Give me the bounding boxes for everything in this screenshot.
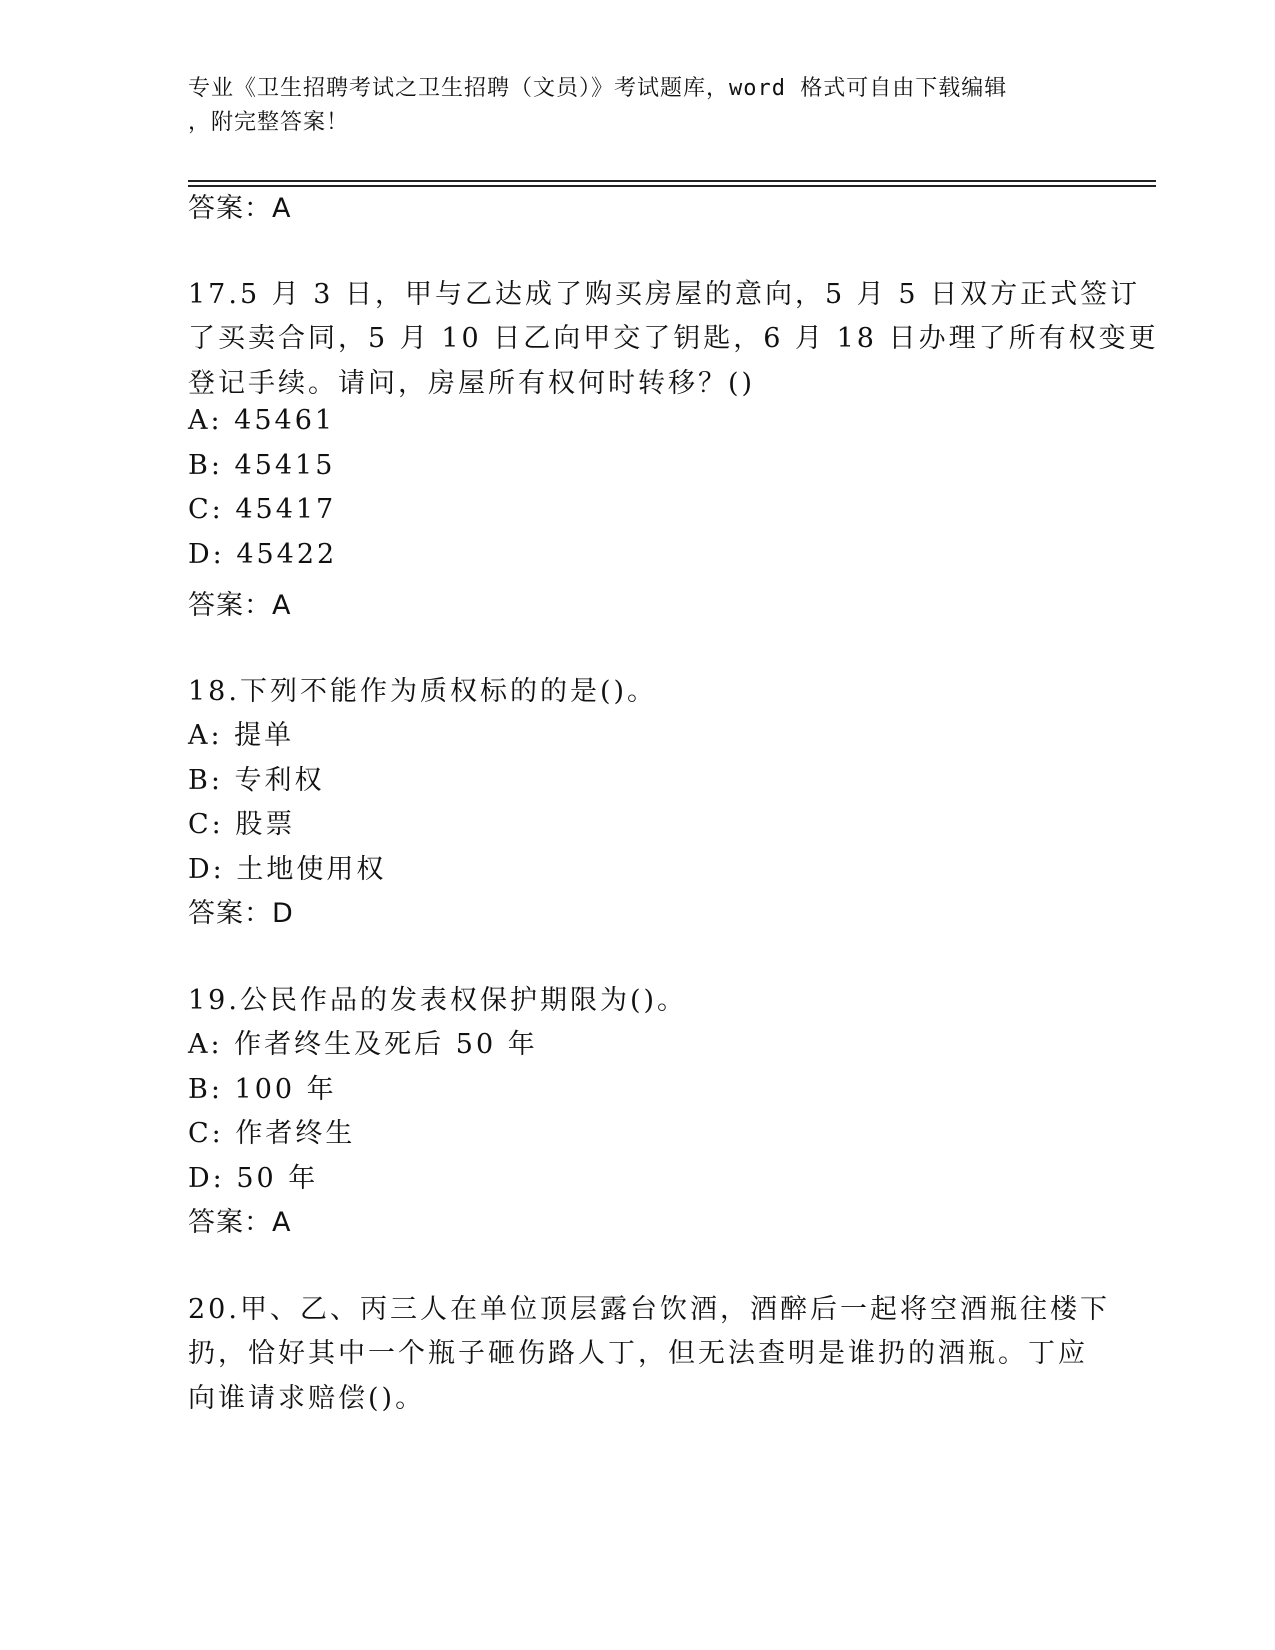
q19-option-b: B: 100 年	[188, 1074, 337, 1105]
q18-answer: 答案：D	[188, 898, 294, 929]
q18-option-a: A: 提单	[188, 720, 295, 751]
q18-option-c: C: 股票	[188, 809, 296, 840]
q17-line-2: 了买卖合同，5 月 10 日乙向甲交了钥匙，6 月 18 日办理了所有权变更	[188, 323, 1159, 354]
q17-option-a: A: 45461	[188, 405, 336, 436]
q20-line-3: 向谁请求赔偿()。	[188, 1383, 426, 1414]
header-divider-top	[188, 180, 1156, 182]
q18-option-b: B: 专利权	[188, 765, 325, 796]
q17-option-d: D: 45422	[188, 539, 338, 570]
answer-prev: 答案：A	[188, 193, 292, 224]
q19-line-1: 19.公民作品的发表权保护期限为()。	[188, 985, 688, 1016]
q19-option-c: C: 作者终生	[188, 1118, 356, 1149]
header-line-2: ，附完整答案！	[188, 110, 350, 135]
header-divider-bottom	[188, 185, 1156, 187]
q17-line-3: 登记手续。请问，房屋所有权何时转移？()	[188, 368, 756, 399]
q17-line-1: 17.5 月 3 日，甲与乙达成了购买房屋的意向，5 月 5 日双方正式签订	[188, 279, 1141, 310]
q20-line-1: 20.甲、乙、丙三人在单位顶层露台饮酒，酒醉后一起将空酒瓶往楼下	[188, 1294, 1110, 1325]
q18-option-d: D: 土地使用权	[188, 854, 387, 885]
q19-option-a: A: 作者终生及死后 50 年	[188, 1029, 538, 1060]
q20-line-2: 扔，恰好其中一个瓶子砸伤路人丁，但无法查明是谁扔的酒瓶。丁应	[188, 1338, 1088, 1369]
document-header	[188, 72, 1068, 140]
q17-option-c: C: 45417	[188, 494, 337, 525]
q17-option-b: B: 45415	[188, 450, 336, 481]
q19-option-d: D: 50 年	[188, 1163, 319, 1194]
q17-answer: 答案：A	[188, 590, 292, 621]
q19-answer: 答案：A	[188, 1207, 292, 1238]
q18-line-1: 18.下列不能作为质权标的的是()。	[188, 676, 658, 707]
header-line-1: 专业《卫生招聘考试之卫生招聘（文员）》考试题库，word 格式可自由下载编辑	[188, 76, 1008, 101]
